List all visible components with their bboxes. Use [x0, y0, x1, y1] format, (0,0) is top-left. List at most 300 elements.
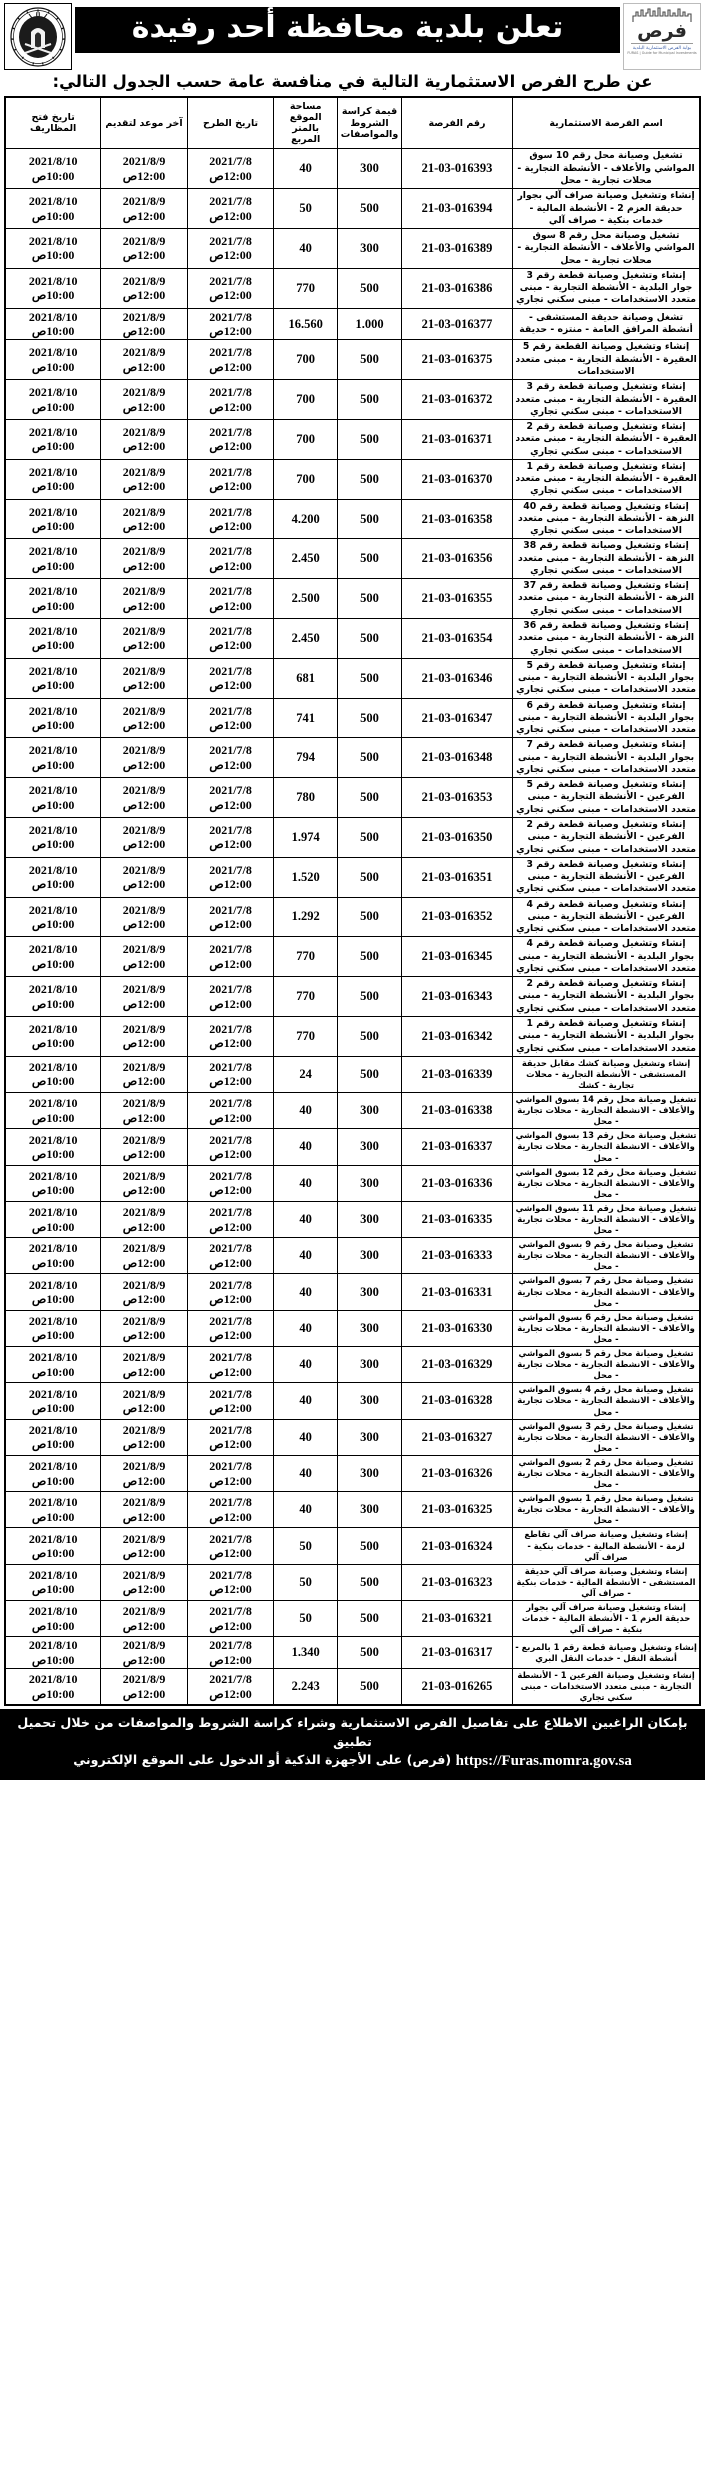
cell-site-area: 770	[274, 937, 338, 977]
cell-submission-deadline: 2021/8/9 12:00ص	[101, 778, 187, 818]
cell-opportunity-number: 21-03-016331	[401, 1274, 512, 1310]
table-header-row	[5, 97, 700, 149]
table-row	[5, 1601, 700, 1637]
cell-site-area: 40	[274, 1383, 338, 1419]
cell-launch-date: 2021/7/8 12:00ص	[187, 897, 273, 937]
cell-site-area: 50	[274, 1601, 338, 1637]
table-row	[5, 1056, 700, 1092]
cell-opportunity-name: إنشاء وتشغيل وصيانة كشك مقابل حديقة المستشفى - الأنشطة التجارية - محلات تجارية - كشك	[513, 1056, 700, 1092]
cell-submission-deadline: 2021/8/9 12:00ص	[101, 937, 187, 977]
cell-envelope-opening-date: 2021/8/10 10:00ص	[5, 1419, 101, 1455]
cell-launch-date: 2021/7/8 12:00ص	[187, 1492, 273, 1528]
cell-opportunity-name: إنشاء وتشغيل وصيانة قطعة رقم 3 الفرعين - الأنشطة التجارية - مبنى متعدد الاستخدامات - مبنى سكني تجاري	[513, 857, 700, 897]
cell-site-area: 794	[274, 738, 338, 778]
cell-opportunity-number: 21-03-016370	[401, 459, 512, 499]
table-row	[5, 1492, 700, 1528]
cell-submission-deadline: 2021/8/9 12:00ص	[101, 977, 187, 1017]
cell-opportunity-name: تشغيل وصيانة محل رقم 8 سوق المواشي والأعلاف - الأنشطة التجارية - محلات تجارية - محل	[513, 229, 700, 269]
cell-booklet-price: 1.000	[338, 308, 402, 340]
cell-site-area: 16.560	[274, 308, 338, 340]
cell-opportunity-name: إنشاء وتشغيل وصيانة قطعة رقم 40 النزهة - الأنشطة التجارية - مبنى متعدد الاستخدامات - مبنى سكني تجاري	[513, 499, 700, 539]
cell-opportunity-name: تشغيل وصيانة محل رقم 10 سوق المواشي والأعلاف - الأنشطة التجارية - محلات تجارية - محل	[513, 149, 700, 189]
cell-booklet-price: 300	[338, 1383, 402, 1419]
table-row	[5, 1093, 700, 1129]
cell-submission-deadline: 2021/8/9 12:00ص	[101, 1455, 187, 1491]
cell-site-area: 2.500	[274, 579, 338, 619]
cell-submission-deadline: 2021/8/9 12:00ص	[101, 420, 187, 460]
cell-opportunity-name: تشغيل وصيانة محل رقم 2 بسوق المواشي والأعلاف - الانشطة التجارية - محلات تجارية - محل	[513, 1455, 700, 1491]
cell-submission-deadline: 2021/8/9 12:00ص	[101, 149, 187, 189]
cell-envelope-opening-date: 2021/8/10 10:00ص	[5, 1129, 101, 1165]
cell-opportunity-name: إنشاء وتشغيل وصيانة قطعة رقم 5 بجوار البلدية - الأنشطة التجارية - مبنى متعدد الاستخدامات - مبنى سكني تجاري	[513, 658, 700, 698]
cell-submission-deadline: 2021/8/9 12:00ص	[101, 897, 187, 937]
cell-booklet-price: 500	[338, 579, 402, 619]
cell-submission-deadline: 2021/8/9 12:00ص	[101, 1669, 187, 1706]
cell-submission-deadline: 2021/8/9 12:00ص	[101, 459, 187, 499]
cell-site-area: 40	[274, 1455, 338, 1491]
table-row	[5, 539, 700, 579]
cell-site-area: 2.450	[274, 539, 338, 579]
cell-opportunity-number: 21-03-016327	[401, 1419, 512, 1455]
cell-submission-deadline: 2021/8/9 12:00ص	[101, 539, 187, 579]
cell-submission-deadline: 2021/8/9 12:00ص	[101, 1093, 187, 1129]
cell-opportunity-number: 21-03-016346	[401, 658, 512, 698]
cell-site-area: 770	[274, 268, 338, 308]
cell-envelope-opening-date: 2021/8/10 10:00ص	[5, 1056, 101, 1092]
table-row	[5, 778, 700, 818]
cell-site-area: 40	[274, 1129, 338, 1165]
cell-envelope-opening-date: 2021/8/10 10:00ص	[5, 308, 101, 340]
cell-launch-date: 2021/7/8 12:00ص	[187, 1669, 273, 1706]
cell-submission-deadline: 2021/8/9 12:00ص	[101, 818, 187, 858]
cell-envelope-opening-date: 2021/8/10 10:00ص	[5, 189, 101, 229]
col-header-area: مساحة الموقع بالمتر المربع	[274, 97, 338, 149]
cell-site-area: 40	[274, 1492, 338, 1528]
furas-logo	[623, 3, 701, 70]
table-row	[5, 268, 700, 308]
page-title: تعلن بلدية محافظة أحد رفيدة	[131, 10, 564, 45]
table-row	[5, 1016, 700, 1056]
cell-envelope-opening-date: 2021/8/10 10:00ص	[5, 857, 101, 897]
announcement-title-banner	[75, 7, 620, 53]
cell-envelope-opening-date: 2021/8/10 10:00ص	[5, 1564, 101, 1600]
table-row	[5, 229, 700, 269]
cell-opportunity-number: 21-03-016347	[401, 698, 512, 738]
cell-submission-deadline: 2021/8/9 12:00ص	[101, 738, 187, 778]
table-row	[5, 340, 700, 380]
cell-envelope-opening-date: 2021/8/10 10:00ص	[5, 1093, 101, 1129]
cell-submission-deadline: 2021/8/9 12:00ص	[101, 1310, 187, 1346]
cell-submission-deadline: 2021/8/9 12:00ص	[101, 1016, 187, 1056]
cell-opportunity-number: 21-03-016386	[401, 268, 512, 308]
col-header-launch: تاريخ الطرح	[187, 97, 273, 149]
cell-opportunity-name: تشغيل وصيانة محل رقم 4 بسوق المواشي والأعلاف - الانشطة التجارية - محلات تجارية - محل	[513, 1383, 700, 1419]
footer-notice	[0, 1709, 705, 1779]
cell-opportunity-name: تشغل وصيانة حديقة المستشفى - أنشطة المرافق العامة - منتزه - حديقة	[513, 308, 700, 340]
cell-booklet-price: 500	[338, 459, 402, 499]
cell-booklet-price: 500	[338, 857, 402, 897]
cell-launch-date: 2021/7/8 12:00ص	[187, 1310, 273, 1346]
cell-launch-date: 2021/7/8 12:00ص	[187, 738, 273, 778]
cell-booklet-price: 300	[338, 149, 402, 189]
cell-launch-date: 2021/7/8 12:00ص	[187, 189, 273, 229]
table-row	[5, 1419, 700, 1455]
cell-launch-date: 2021/7/8 12:00ص	[187, 1601, 273, 1637]
cell-submission-deadline: 2021/8/9 12:00ص	[101, 1419, 187, 1455]
cell-site-area: 1.520	[274, 857, 338, 897]
cell-submission-deadline: 2021/8/9 12:00ص	[101, 579, 187, 619]
cell-booklet-price: 300	[338, 229, 402, 269]
cell-opportunity-name: إنشاء وتشغيل وصيانة قطعة رقم 6 بجوار البلدية - الأنشطة التجارية - مبنى متعدد الاستخدامات - مبنى سكني تجاري	[513, 698, 700, 738]
cell-launch-date: 2021/7/8 12:00ص	[187, 778, 273, 818]
furas-divider	[631, 43, 693, 44]
cell-site-area: 50	[274, 1564, 338, 1600]
cell-opportunity-name: تشغيل وصيانة محل رقم 11 بسوق المواشي والأعلاف - الانشطة التجارية - محلات تجارية - محل	[513, 1201, 700, 1237]
cell-envelope-opening-date: 2021/8/10 10:00ص	[5, 340, 101, 380]
cell-launch-date: 2021/7/8 12:00ص	[187, 149, 273, 189]
cell-site-area: 40	[274, 1347, 338, 1383]
table-row	[5, 937, 700, 977]
cell-submission-deadline: 2021/8/9 12:00ص	[101, 1528, 187, 1564]
cell-booklet-price: 300	[338, 1419, 402, 1455]
table-row	[5, 1383, 700, 1419]
cell-booklet-price: 500	[338, 1528, 402, 1564]
cell-opportunity-number: 21-03-016342	[401, 1016, 512, 1056]
cell-opportunity-name: إنشاء وتشغيل وصيانة قطعة رقم 2 الفرعين - الأنشطة التجارية - مبنى متعدد الاستخدامات - مبنى سكني تجاري	[513, 818, 700, 858]
cell-launch-date: 2021/7/8 12:00ص	[187, 1347, 273, 1383]
furas-arabic-tagline: بوابة الفرص الاستثمارية البلدية	[632, 46, 692, 51]
cell-envelope-opening-date: 2021/8/10 10:00ص	[5, 499, 101, 539]
cell-site-area: 700	[274, 459, 338, 499]
cell-opportunity-name: تشغيل وصيانة محل رقم 7 بسوق المواشي والأعلاف - الانشطة التجارية - محلات تجارية - محل	[513, 1274, 700, 1310]
cell-site-area: 4.200	[274, 499, 338, 539]
cell-envelope-opening-date: 2021/8/10 10:00ص	[5, 1238, 101, 1274]
cell-booklet-price: 500	[338, 380, 402, 420]
cell-opportunity-number: 21-03-016355	[401, 579, 512, 619]
col-header-number: رقم الفرصة	[401, 97, 512, 149]
cell-launch-date: 2021/7/8 12:00ص	[187, 268, 273, 308]
table-row	[5, 818, 700, 858]
table-row	[5, 698, 700, 738]
cell-launch-date: 2021/7/8 12:00ص	[187, 1093, 273, 1129]
cell-opportunity-name: تشغيل وصيانة محل رقم 5 بسوق المواشي والأعلاف - الانشطة التجارية - محلات تجارية - محل	[513, 1347, 700, 1383]
cell-site-area: 40	[274, 149, 338, 189]
cell-opportunity-number: 21-03-016351	[401, 857, 512, 897]
cell-launch-date: 2021/7/8 12:00ص	[187, 1419, 273, 1455]
cell-launch-date: 2021/7/8 12:00ص	[187, 698, 273, 738]
cell-booklet-price: 300	[338, 1093, 402, 1129]
cell-submission-deadline: 2021/8/9 12:00ص	[101, 1347, 187, 1383]
cell-launch-date: 2021/7/8 12:00ص	[187, 937, 273, 977]
cell-booklet-price: 500	[338, 1601, 402, 1637]
cell-submission-deadline: 2021/8/9 12:00ص	[101, 499, 187, 539]
table-row	[5, 308, 700, 340]
cell-site-area: 1.292	[274, 897, 338, 937]
cell-envelope-opening-date: 2021/8/10 10:00ص	[5, 1310, 101, 1346]
cell-opportunity-name: إنشاء وتشغيل وصيانة صراف آلي بجوار حديقة العزم 1 - الأنشطة المالية - خدمات بنكية - صراف آلي	[513, 1601, 700, 1637]
cell-envelope-opening-date: 2021/8/10 10:00ص	[5, 738, 101, 778]
cell-opportunity-number: 21-03-016333	[401, 1238, 512, 1274]
cell-opportunity-name: إنشاء وتشغيل وصيانة قطعة رقم 4 الفرعين - الأنشطة التجارية - مبنى متعدد الاستخدامات - مبنى سكني تجاري	[513, 897, 700, 937]
cell-submission-deadline: 2021/8/9 12:00ص	[101, 308, 187, 340]
cell-booklet-price: 300	[338, 1165, 402, 1201]
cell-booklet-price: 500	[338, 268, 402, 308]
cell-launch-date: 2021/7/8 12:00ص	[187, 1637, 273, 1669]
cell-submission-deadline: 2021/8/9 12:00ص	[101, 1492, 187, 1528]
cell-submission-deadline: 2021/8/9 12:00ص	[101, 189, 187, 229]
masthead	[0, 0, 705, 72]
cell-opportunity-number: 21-03-016343	[401, 977, 512, 1017]
cell-booklet-price: 500	[338, 619, 402, 659]
cell-envelope-opening-date: 2021/8/10 10:00ص	[5, 268, 101, 308]
cell-submission-deadline: 2021/8/9 12:00ص	[101, 658, 187, 698]
table-header	[5, 97, 700, 149]
opportunities-table-wrap	[0, 96, 705, 1706]
table-row	[5, 459, 700, 499]
cell-opportunity-number: 21-03-016324	[401, 1528, 512, 1564]
cell-opportunity-name: إنشاء وتشغيل وصيانة قطعة رقم 36 النزهة - الأنشطة التجارية - مبنى متعدد الاستخدامات - مبنى سكني تجاري	[513, 619, 700, 659]
cell-site-area: 50	[274, 189, 338, 229]
cell-booklet-price: 500	[338, 1669, 402, 1706]
cell-opportunity-name: إنشاء وتشغيل وصيانة قطعة رقم 7 بجوار البلدية - الأنشطة التجارية - مبنى متعدد الاستخدامات - مبنى سكني تجاري	[513, 738, 700, 778]
cell-envelope-opening-date: 2021/8/10 10:00ص	[5, 1016, 101, 1056]
table-row	[5, 1310, 700, 1346]
cell-submission-deadline: 2021/8/9 12:00ص	[101, 1165, 187, 1201]
cell-booklet-price: 500	[338, 818, 402, 858]
cell-site-area: 770	[274, 1016, 338, 1056]
cell-envelope-opening-date: 2021/8/10 10:00ص	[5, 149, 101, 189]
cell-booklet-price: 300	[338, 1274, 402, 1310]
opportunities-table	[4, 96, 701, 1706]
cell-envelope-opening-date: 2021/8/10 10:00ص	[5, 1455, 101, 1491]
cell-submission-deadline: 2021/8/9 12:00ص	[101, 698, 187, 738]
cell-envelope-opening-date: 2021/8/10 10:00ص	[5, 937, 101, 977]
cell-envelope-opening-date: 2021/8/10 10:00ص	[5, 1669, 101, 1706]
cell-opportunity-name: تشغيل وصيانة محل رقم 3 بسوق المواشي والأعلاف - الانشطة التجارية - محلات تجارية - محل	[513, 1419, 700, 1455]
cell-opportunity-number: 21-03-016326	[401, 1455, 512, 1491]
cell-opportunity-number: 21-03-016338	[401, 1093, 512, 1129]
cell-opportunity-number: 21-03-016335	[401, 1201, 512, 1237]
cell-opportunity-number: 21-03-016353	[401, 778, 512, 818]
cell-booklet-price: 300	[338, 1129, 402, 1165]
table-row	[5, 658, 700, 698]
cell-envelope-opening-date: 2021/8/10 10:00ص	[5, 380, 101, 420]
cell-opportunity-number: 21-03-016317	[401, 1637, 512, 1669]
cell-site-area: 40	[274, 1238, 338, 1274]
cell-opportunity-number: 21-03-016377	[401, 308, 512, 340]
table-row	[5, 1637, 700, 1669]
cell-booklet-price: 300	[338, 1455, 402, 1491]
cell-launch-date: 2021/7/8 12:00ص	[187, 1274, 273, 1310]
cell-submission-deadline: 2021/8/9 12:00ص	[101, 340, 187, 380]
cell-site-area: 40	[274, 1165, 338, 1201]
cell-opportunity-number: 21-03-016337	[401, 1129, 512, 1165]
table-row	[5, 1347, 700, 1383]
cell-opportunity-number: 21-03-016330	[401, 1310, 512, 1346]
cell-opportunity-name: إنشاء وتشغيل وصيانة قطعة رقم 1 بالمربع - أنشطة النقل - خدمات النقل البري	[513, 1637, 700, 1669]
cell-launch-date: 2021/7/8 12:00ص	[187, 1056, 273, 1092]
table-row	[5, 857, 700, 897]
cell-envelope-opening-date: 2021/8/10 10:00ص	[5, 658, 101, 698]
cell-opportunity-name: إنشاء وتشغيل وصيانة قطعة رقم 3 العقيرة - الأنشطة التجارية - مبنى متعدد الاستخدامات - مبنى سكني تجاري	[513, 380, 700, 420]
cell-opportunity-number: 21-03-016328	[401, 1383, 512, 1419]
col-header-deadline: آخر موعد لتقديم	[101, 97, 187, 149]
cell-submission-deadline: 2021/8/9 12:00ص	[101, 1056, 187, 1092]
cell-site-area: 40	[274, 1093, 338, 1129]
table-row	[5, 189, 700, 229]
table-row	[5, 1455, 700, 1491]
cell-submission-deadline: 2021/8/9 12:00ص	[101, 1201, 187, 1237]
cell-opportunity-name: إنشاء وتشغيل وصيانة صراف آلي بجوار حديقة العزم 2 - الأنشطة المالية - خدمات بنكية - صراف آلي	[513, 189, 700, 229]
cell-envelope-opening-date: 2021/8/10 10:00ص	[5, 579, 101, 619]
cell-opportunity-name: إنشاء وتشغيل وصيانة قطعة رقم 38 النزهة - الأنشطة التجارية - مبنى متعدد الاستخدامات - مبنى سكني تجاري	[513, 539, 700, 579]
table-row	[5, 738, 700, 778]
cell-envelope-opening-date: 2021/8/10 10:00ص	[5, 1492, 101, 1528]
cell-opportunity-number: 21-03-016371	[401, 420, 512, 460]
cell-booklet-price: 500	[338, 937, 402, 977]
col-header-open: تاريخ فتح المظاريف	[5, 97, 101, 149]
cell-envelope-opening-date: 2021/8/10 10:00ص	[5, 459, 101, 499]
cell-opportunity-name: إنشاء وتشغيل وصيانة قطعة رقم 3 جوار البلدية - الأنشطة التجارية - مبنى متعدد الاستخدامات - مبنى سكني تجاري	[513, 268, 700, 308]
cell-site-area: 2.450	[274, 619, 338, 659]
cell-opportunity-name: إنشاء وتشغيل وصيانة صراف آلي حديقة المستشفى - الأنشطة المالية - خدمات بنكية - صراف آلي	[513, 1564, 700, 1600]
cell-envelope-opening-date: 2021/8/10 10:00ص	[5, 1528, 101, 1564]
cell-opportunity-name: إنشاء وتشغيل وصيانة قطعة رقم 37 النزهة - الأنشطة التجارية - مبنى متعدد الاستخدامات - مبنى سكني تجاري	[513, 579, 700, 619]
cell-opportunity-number: 21-03-016345	[401, 937, 512, 977]
cell-opportunity-name: تشغيل وصيانة محل رقم 6 بسوق المواشي والأعلاف - الانشطة التجارية - محلات تجارية - محل	[513, 1310, 700, 1346]
cell-booklet-price: 500	[338, 539, 402, 579]
cell-site-area: 50	[274, 1528, 338, 1564]
cell-booklet-price: 500	[338, 778, 402, 818]
cell-booklet-price: 500	[338, 420, 402, 460]
cell-site-area: 1.340	[274, 1637, 338, 1669]
cell-launch-date: 2021/7/8 12:00ص	[187, 380, 273, 420]
cell-launch-date: 2021/7/8 12:00ص	[187, 340, 273, 380]
furas-portal-url[interactable]: https://Furas.momra.gov.sa	[455, 1752, 632, 1769]
cell-booklet-price: 500	[338, 977, 402, 1017]
cell-booklet-price: 500	[338, 499, 402, 539]
cell-opportunity-name: تشغيل وصيانة محل رقم 1 بسوق المواشي والأعلاف - الانشطة التجارية - محلات تجارية - محل	[513, 1492, 700, 1528]
cell-envelope-opening-date: 2021/8/10 10:00ص	[5, 1383, 101, 1419]
footer-line-1: بإمكان الراغبين الاطلاع على تفاصيل الفرص الاستثمارية وشراء كراسة الشروط والمواصفات من خلال تحميل تطبيق	[17, 1715, 688, 1749]
cell-launch-date: 2021/7/8 12:00ص	[187, 1383, 273, 1419]
cell-site-area: 40	[274, 1419, 338, 1455]
cell-opportunity-number: 21-03-016321	[401, 1601, 512, 1637]
cell-envelope-opening-date: 2021/8/10 10:00ص	[5, 1165, 101, 1201]
cell-submission-deadline: 2021/8/9 12:00ص	[101, 380, 187, 420]
cell-opportunity-number: 21-03-016394	[401, 189, 512, 229]
furas-wordmark: فرص	[637, 20, 687, 42]
cell-envelope-opening-date: 2021/8/10 10:00ص	[5, 1201, 101, 1237]
emblem-icon	[9, 6, 67, 68]
cell-launch-date: 2021/7/8 12:00ص	[187, 579, 273, 619]
table-body	[5, 149, 700, 1705]
cell-envelope-opening-date: 2021/8/10 10:00ص	[5, 420, 101, 460]
cell-opportunity-number: 21-03-016393	[401, 149, 512, 189]
cell-booklet-price: 300	[338, 1347, 402, 1383]
cell-opportunity-number: 21-03-016358	[401, 499, 512, 539]
cell-envelope-opening-date: 2021/8/10 10:00ص	[5, 619, 101, 659]
table-row	[5, 380, 700, 420]
footer-line-2-text: (فرص) على الأجهزة الذكية أو الدخول على الموقع الإلكتروني	[73, 1751, 452, 1767]
cell-launch-date: 2021/7/8 12:00ص	[187, 658, 273, 698]
table-row	[5, 897, 700, 937]
cell-launch-date: 2021/7/8 12:00ص	[187, 1455, 273, 1491]
cell-booklet-price: 500	[338, 658, 402, 698]
cell-envelope-opening-date: 2021/8/10 10:00ص	[5, 1274, 101, 1310]
cell-opportunity-name: إنشاء وتشغيل وصيانة قطعة رقم 4 بجوار البلدية - الأنشطة التجارية - مبنى متعدد الاستخدامات - مبنى سكني تجاري	[513, 937, 700, 977]
table-row	[5, 420, 700, 460]
cell-booklet-price: 500	[338, 897, 402, 937]
cell-site-area: 1.974	[274, 818, 338, 858]
cell-envelope-opening-date: 2021/8/10 10:00ص	[5, 698, 101, 738]
cell-opportunity-name: إنشاء وتشغيل وصيانة قطعة رقم 5 الفرعين - الأنشطة التجارية - مبنى متعدد الاستخدامات - مبنى سكني تجاري	[513, 778, 700, 818]
cell-submission-deadline: 2021/8/9 12:00ص	[101, 1383, 187, 1419]
cell-site-area: 40	[274, 229, 338, 269]
cell-launch-date: 2021/7/8 12:00ص	[187, 1016, 273, 1056]
cell-launch-date: 2021/7/8 12:00ص	[187, 539, 273, 579]
cell-submission-deadline: 2021/8/9 12:00ص	[101, 1274, 187, 1310]
cell-submission-deadline: 2021/8/9 12:00ص	[101, 1238, 187, 1274]
cell-opportunity-number: 21-03-016325	[401, 1492, 512, 1528]
table-row	[5, 1564, 700, 1600]
cell-envelope-opening-date: 2021/8/10 10:00ص	[5, 977, 101, 1017]
cell-launch-date: 2021/7/8 12:00ص	[187, 1165, 273, 1201]
cell-site-area: 700	[274, 420, 338, 460]
cell-envelope-opening-date: 2021/8/10 10:00ص	[5, 778, 101, 818]
cell-launch-date: 2021/7/8 12:00ص	[187, 1564, 273, 1600]
cell-submission-deadline: 2021/8/9 12:00ص	[101, 1564, 187, 1600]
cell-booklet-price: 500	[338, 698, 402, 738]
cell-opportunity-name: إنشاء وتشغيل وصيانة القطعة رقم 5 العقيرة - الأنشطة التجارية - مبنى متعدد الاستخدامات	[513, 340, 700, 380]
cell-booklet-price: 500	[338, 340, 402, 380]
table-row	[5, 619, 700, 659]
cell-launch-date: 2021/7/8 12:00ص	[187, 1201, 273, 1237]
cell-envelope-opening-date: 2021/8/10 10:00ص	[5, 818, 101, 858]
cell-envelope-opening-date: 2021/8/10 10:00ص	[5, 1637, 101, 1669]
table-row	[5, 499, 700, 539]
cell-opportunity-number: 21-03-016354	[401, 619, 512, 659]
table-row	[5, 1238, 700, 1274]
cell-opportunity-number: 21-03-016329	[401, 1347, 512, 1383]
cell-booklet-price: 500	[338, 738, 402, 778]
cell-opportunity-number: 21-03-016336	[401, 1165, 512, 1201]
cell-submission-deadline: 2021/8/9 12:00ص	[101, 619, 187, 659]
cell-opportunity-name: إنشاء وتشغيل وصيانة قطعة رقم 1 بجوار البلدية - الأنشطة التجارية - مبنى متعدد الاستخدامات - مبنى سكني تجاري	[513, 1016, 700, 1056]
cell-launch-date: 2021/7/8 12:00ص	[187, 229, 273, 269]
table-row	[5, 149, 700, 189]
cell-launch-date: 2021/7/8 12:00ص	[187, 459, 273, 499]
cell-submission-deadline: 2021/8/9 12:00ص	[101, 229, 187, 269]
cell-site-area: 700	[274, 340, 338, 380]
cell-envelope-opening-date: 2021/8/10 10:00ص	[5, 539, 101, 579]
cell-opportunity-name: إنشاء وتشغيل وصيانة قطعة رقم 2 العقيرة - الأنشطة التجارية - مبنى متعدد الاستخدامات - مبنى سكني تجاري	[513, 420, 700, 460]
col-header-booklet: قيمة كراسة الشروط والمواصفات	[338, 97, 402, 149]
cell-site-area: 770	[274, 977, 338, 1017]
cell-opportunity-number: 21-03-016389	[401, 229, 512, 269]
cell-opportunity-name: تشغيل وصيانة محل رقم 12 بسوق المواشي والأعلاف - الانشطة التجارية - محلات تجارية - محل	[513, 1165, 700, 1201]
cell-opportunity-name: إنشاء وتشغيل وصيانة قطعة رقم 1 العقيرة - الأنشطة التجارية - مبنى متعدد الاستخدامات - مبنى سكني تجاري	[513, 459, 700, 499]
cell-site-area: 40	[274, 1310, 338, 1346]
cell-submission-deadline: 2021/8/9 12:00ص	[101, 1637, 187, 1669]
announcement-subtitle: عن طرح الفرص الاستثمارية التالية في منافسة عامة حسب الجدول التالي:	[52, 72, 653, 91]
cell-submission-deadline: 2021/8/9 12:00ص	[101, 1601, 187, 1637]
cell-opportunity-number: 21-03-016356	[401, 539, 512, 579]
table-row	[5, 1274, 700, 1310]
cell-site-area: 741	[274, 698, 338, 738]
cell-booklet-price: 300	[338, 1492, 402, 1528]
cell-launch-date: 2021/7/8 12:00ص	[187, 977, 273, 1017]
